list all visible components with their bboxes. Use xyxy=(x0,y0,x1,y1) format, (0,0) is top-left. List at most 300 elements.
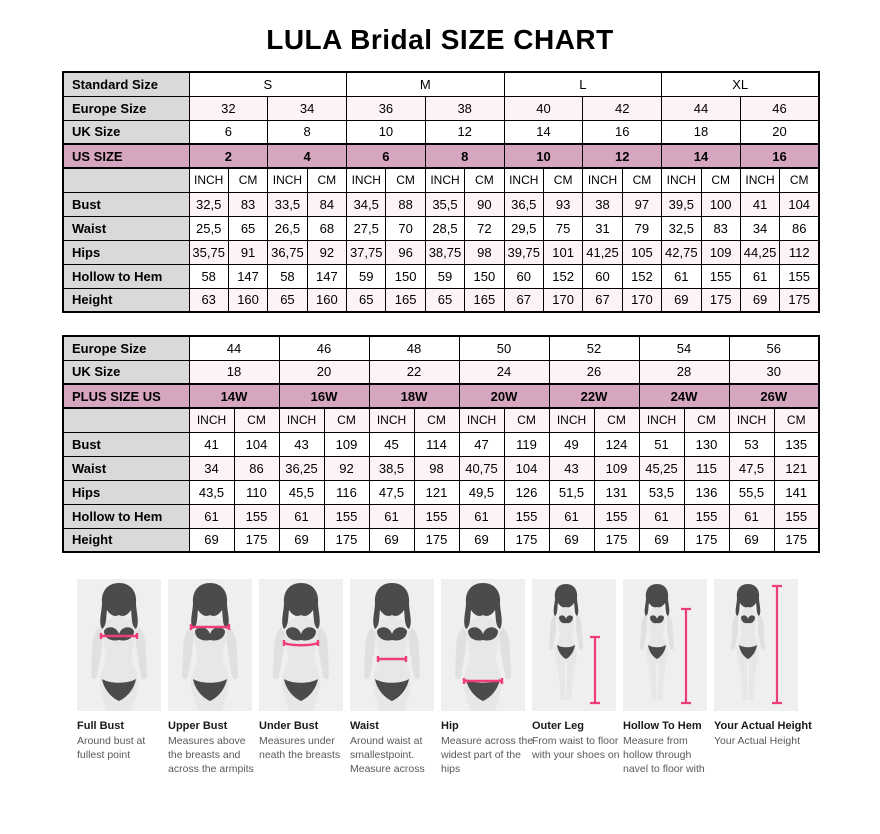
row-label: US SIZE xyxy=(63,144,189,168)
figure-title: Hollow To Hem xyxy=(623,720,702,732)
value-cell: 92 xyxy=(324,456,369,480)
value-cell: 33,5 xyxy=(268,192,307,216)
value-cell: 155 xyxy=(701,264,740,288)
value-cell: 68 xyxy=(307,216,346,240)
value-cell: 69 xyxy=(639,528,684,552)
value-cell: 61 xyxy=(729,504,774,528)
value-cell: 150 xyxy=(465,264,504,288)
outer-leg-illustration-icon xyxy=(532,579,616,711)
value-cell: 96 xyxy=(386,240,425,264)
europe-size-cell: 52 xyxy=(549,336,639,360)
value-cell: 51,5 xyxy=(549,480,594,504)
value-cell: 60 xyxy=(504,264,543,288)
value-cell: 69 xyxy=(369,528,414,552)
figure-full-bust xyxy=(77,579,161,777)
measurement-row xyxy=(63,456,819,480)
row-label: PLUS SIZE US xyxy=(63,384,189,408)
figure-upper-bust xyxy=(168,579,252,777)
value-cell: 130 xyxy=(684,432,729,456)
plus-size-us-cell: 16W xyxy=(279,384,369,408)
figure-title: Hip xyxy=(441,720,459,732)
value-cell: 104 xyxy=(234,432,279,456)
value-cell: 155 xyxy=(774,504,819,528)
europe-size-cell: 46 xyxy=(740,96,819,120)
unit-cm-header: CM xyxy=(234,408,279,432)
value-cell: 98 xyxy=(465,240,504,264)
waist-illustration-icon xyxy=(350,579,434,711)
value-cell: 61 xyxy=(740,264,779,288)
us-size-cell: 2 xyxy=(189,144,268,168)
value-cell: 93 xyxy=(543,192,582,216)
value-cell: 47,5 xyxy=(729,456,774,480)
value-cell: 36,75 xyxy=(268,240,307,264)
unit-cm-header: CM xyxy=(228,168,267,192)
uk-size-cell: 22 xyxy=(369,360,459,384)
value-cell: 38 xyxy=(583,192,622,216)
us-size-cell: 8 xyxy=(425,144,504,168)
standard-size-table xyxy=(62,71,820,313)
value-cell: 175 xyxy=(774,528,819,552)
europe-size-cell: 54 xyxy=(639,336,729,360)
value-cell: 31 xyxy=(583,216,622,240)
value-cell: 84 xyxy=(307,192,346,216)
value-cell: 91 xyxy=(228,240,267,264)
unit-cm-header: CM xyxy=(684,408,729,432)
measurement-guide xyxy=(77,579,880,777)
unit-inch-header: INCH xyxy=(279,408,324,432)
europe-size-row xyxy=(63,96,819,120)
unit-cm-header: CM xyxy=(414,408,459,432)
uk-size-row xyxy=(63,120,819,144)
unit-cm-header: CM xyxy=(780,168,819,192)
plus-size-us-cell: 22W xyxy=(549,384,639,408)
value-cell: 69 xyxy=(459,528,504,552)
value-cell: 45,25 xyxy=(639,456,684,480)
units-row xyxy=(63,168,819,192)
unit-inch-header: INCH xyxy=(583,168,622,192)
under-bust-illustration-icon xyxy=(259,579,343,711)
value-cell: 70 xyxy=(386,216,425,240)
europe-size-cell: 48 xyxy=(369,336,459,360)
value-cell: 27,5 xyxy=(347,216,386,240)
value-cell: 101 xyxy=(543,240,582,264)
unit-inch-header: INCH xyxy=(639,408,684,432)
value-cell: 121 xyxy=(774,456,819,480)
europe-size-cell: 38 xyxy=(425,96,504,120)
value-cell: 86 xyxy=(234,456,279,480)
figure-caption: Measures under neath the breasts xyxy=(259,735,341,761)
unit-cm-header: CM xyxy=(465,168,504,192)
value-cell: 51 xyxy=(639,432,684,456)
plus-size-us-cell: 14W xyxy=(189,384,279,408)
value-cell: 61 xyxy=(279,504,324,528)
value-cell: 88 xyxy=(386,192,425,216)
standard-size-cell: L xyxy=(504,72,662,96)
value-cell: 109 xyxy=(324,432,369,456)
figure-hollow-to-hem xyxy=(623,579,707,777)
unit-inch-header: INCH xyxy=(189,408,234,432)
value-cell: 116 xyxy=(324,480,369,504)
unit-cm-header: CM xyxy=(504,408,549,432)
figure-under-bust xyxy=(259,579,343,777)
figure-hip xyxy=(441,579,534,777)
value-cell: 147 xyxy=(307,264,346,288)
unit-cm-header: CM xyxy=(324,408,369,432)
value-cell: 175 xyxy=(324,528,369,552)
value-cell: 155 xyxy=(234,504,279,528)
figure-caption: Measure from hollow through navel to floor with xyxy=(623,735,705,775)
measurement-row xyxy=(63,528,819,552)
plus-size-us-cell: 26W xyxy=(729,384,819,408)
value-cell: 131 xyxy=(594,480,639,504)
value-cell: 47 xyxy=(459,432,504,456)
value-cell: 170 xyxy=(622,288,661,312)
measurement-row xyxy=(63,432,819,456)
us-size-row xyxy=(63,144,819,168)
figure-caption: Around waist at smallestpoint. Measure across xyxy=(350,735,425,775)
value-cell: 39,75 xyxy=(504,240,543,264)
value-cell: 119 xyxy=(504,432,549,456)
value-cell: 175 xyxy=(594,528,639,552)
value-cell: 39,5 xyxy=(662,192,701,216)
us-size-cell: 12 xyxy=(583,144,662,168)
standard-size-cell: XL xyxy=(662,72,820,96)
uk-size-cell: 10 xyxy=(347,120,426,144)
value-cell: 45 xyxy=(369,432,414,456)
europe-size-cell: 42 xyxy=(583,96,662,120)
value-cell: 104 xyxy=(780,192,819,216)
value-cell: 43,5 xyxy=(189,480,234,504)
value-cell: 79 xyxy=(622,216,661,240)
value-cell: 115 xyxy=(684,456,729,480)
value-cell: 100 xyxy=(701,192,740,216)
value-cell: 105 xyxy=(622,240,661,264)
value-cell: 49,5 xyxy=(459,480,504,504)
hollow-to-hem-illustration-icon xyxy=(623,579,707,711)
value-cell: 59 xyxy=(347,264,386,288)
value-cell: 165 xyxy=(465,288,504,312)
plus-size-us-cell: 18W xyxy=(369,384,459,408)
value-cell: 160 xyxy=(228,288,267,312)
value-cell: 155 xyxy=(684,504,729,528)
value-cell: 69 xyxy=(740,288,779,312)
row-label: Height xyxy=(63,288,189,312)
value-cell: 109 xyxy=(701,240,740,264)
actual-height-illustration-icon xyxy=(714,579,798,711)
figure-caption: From waist to floor with your shoes on xyxy=(532,735,620,761)
unit-inch-header: INCH xyxy=(549,408,594,432)
value-cell: 124 xyxy=(594,432,639,456)
uk-size-cell: 6 xyxy=(189,120,268,144)
value-cell: 61 xyxy=(662,264,701,288)
unit-cm-header: CM xyxy=(701,168,740,192)
value-cell: 155 xyxy=(324,504,369,528)
value-cell: 165 xyxy=(386,288,425,312)
value-cell: 43 xyxy=(279,432,324,456)
uk-size-cell: 14 xyxy=(504,120,583,144)
value-cell: 63 xyxy=(189,288,228,312)
unit-cm-header: CM xyxy=(594,408,639,432)
row-label: Europe Size xyxy=(63,336,189,360)
value-cell: 53 xyxy=(729,432,774,456)
value-cell: 121 xyxy=(414,480,459,504)
value-cell: 61 xyxy=(189,504,234,528)
measurement-row xyxy=(63,504,819,528)
europe-size-row xyxy=(63,336,819,360)
value-cell: 92 xyxy=(307,240,346,264)
value-cell: 155 xyxy=(780,264,819,288)
europe-size-cell: 46 xyxy=(279,336,369,360)
figure-title: Waist xyxy=(350,720,379,732)
value-cell: 61 xyxy=(369,504,414,528)
standard-size-cell: M xyxy=(347,72,505,96)
value-cell: 41,25 xyxy=(583,240,622,264)
plus-size-us-cell: 20W xyxy=(459,384,549,408)
value-cell: 38,5 xyxy=(369,456,414,480)
uk-size-cell: 20 xyxy=(279,360,369,384)
value-cell: 69 xyxy=(189,528,234,552)
unit-cm-header: CM xyxy=(307,168,346,192)
full-bust-illustration-icon xyxy=(77,579,161,711)
europe-size-cell: 44 xyxy=(189,336,279,360)
row-label: Height xyxy=(63,528,189,552)
value-cell: 32,5 xyxy=(662,216,701,240)
measurement-row xyxy=(63,216,819,240)
value-cell: 141 xyxy=(774,480,819,504)
value-cell: 150 xyxy=(386,264,425,288)
value-cell: 69 xyxy=(729,528,774,552)
upper-bust-illustration-icon xyxy=(168,579,252,711)
value-cell: 58 xyxy=(189,264,228,288)
figure-caption: Around bust at fullest point xyxy=(77,735,146,761)
row-label: Europe Size xyxy=(63,96,189,120)
value-cell: 65 xyxy=(228,216,267,240)
europe-size-cell: 50 xyxy=(459,336,549,360)
uk-size-cell: 24 xyxy=(459,360,549,384)
value-cell: 112 xyxy=(780,240,819,264)
units-row xyxy=(63,408,819,432)
unit-inch-header: INCH xyxy=(729,408,774,432)
unit-inch-header: INCH xyxy=(189,168,228,192)
value-cell: 175 xyxy=(414,528,459,552)
value-cell: 126 xyxy=(504,480,549,504)
value-cell: 61 xyxy=(639,504,684,528)
row-label: UK Size xyxy=(63,120,189,144)
unit-cm-header: CM xyxy=(386,168,425,192)
value-cell: 37,75 xyxy=(347,240,386,264)
measurement-row xyxy=(63,264,819,288)
value-cell: 45,5 xyxy=(279,480,324,504)
value-cell: 34 xyxy=(189,456,234,480)
uk-size-cell: 30 xyxy=(729,360,819,384)
value-cell: 41 xyxy=(740,192,779,216)
value-cell: 155 xyxy=(414,504,459,528)
value-cell: 69 xyxy=(549,528,594,552)
us-size-cell: 16 xyxy=(740,144,819,168)
unit-inch-header: INCH xyxy=(347,168,386,192)
value-cell: 29,5 xyxy=(504,216,543,240)
us-size-cell: 6 xyxy=(347,144,426,168)
plus-size-us-row xyxy=(63,384,819,408)
row-label: Bust xyxy=(63,192,189,216)
us-size-cell: 14 xyxy=(662,144,741,168)
value-cell: 36,5 xyxy=(504,192,543,216)
europe-size-cell: 36 xyxy=(347,96,426,120)
value-cell: 155 xyxy=(594,504,639,528)
figure-waist xyxy=(350,579,434,777)
figure-title: Under Bust xyxy=(259,720,319,732)
europe-size-cell: 44 xyxy=(662,96,741,120)
value-cell: 109 xyxy=(594,456,639,480)
europe-size-cell: 32 xyxy=(189,96,268,120)
value-cell: 25,5 xyxy=(189,216,228,240)
unit-inch-header: INCH xyxy=(369,408,414,432)
value-cell: 135 xyxy=(774,432,819,456)
value-cell: 55,5 xyxy=(729,480,774,504)
unit-inch-header: INCH xyxy=(504,168,543,192)
uk-size-cell: 26 xyxy=(549,360,639,384)
value-cell: 152 xyxy=(543,264,582,288)
value-cell: 59 xyxy=(425,264,464,288)
unit-cm-header: CM xyxy=(774,408,819,432)
value-cell: 34,5 xyxy=(347,192,386,216)
value-cell: 38,75 xyxy=(425,240,464,264)
europe-size-cell: 40 xyxy=(504,96,583,120)
value-cell: 114 xyxy=(414,432,459,456)
unit-inch-header: INCH xyxy=(459,408,504,432)
row-label: Hips xyxy=(63,480,189,504)
value-cell: 75 xyxy=(543,216,582,240)
value-cell: 90 xyxy=(465,192,504,216)
value-cell: 67 xyxy=(504,288,543,312)
value-cell: 35,75 xyxy=(189,240,228,264)
value-cell: 35,5 xyxy=(425,192,464,216)
value-cell: 43 xyxy=(549,456,594,480)
measurement-row xyxy=(63,192,819,216)
figure-title: Full Bust xyxy=(77,720,125,732)
row-label: Bust xyxy=(63,432,189,456)
value-cell: 175 xyxy=(780,288,819,312)
row-label: Hips xyxy=(63,240,189,264)
unit-inch-header: INCH xyxy=(662,168,701,192)
value-cell: 86 xyxy=(780,216,819,240)
value-cell: 83 xyxy=(228,192,267,216)
value-cell: 40,75 xyxy=(459,456,504,480)
uk-size-cell: 28 xyxy=(639,360,729,384)
value-cell: 36,25 xyxy=(279,456,324,480)
value-cell: 41 xyxy=(189,432,234,456)
value-cell: 65 xyxy=(268,288,307,312)
units-row-spacer xyxy=(63,408,189,432)
page-title: LULA Bridal SIZE CHART xyxy=(266,24,614,55)
value-cell: 97 xyxy=(622,192,661,216)
value-cell: 53,5 xyxy=(639,480,684,504)
value-cell: 83 xyxy=(701,216,740,240)
us-size-cell: 10 xyxy=(504,144,583,168)
value-cell: 98 xyxy=(414,456,459,480)
value-cell: 58 xyxy=(268,264,307,288)
figure-title: Outer Leg xyxy=(532,720,584,732)
figure-caption: Measure across the widest part of the hips xyxy=(441,735,534,775)
units-row-spacer xyxy=(63,168,189,192)
europe-size-cell: 56 xyxy=(729,336,819,360)
value-cell: 28,5 xyxy=(425,216,464,240)
row-label: Waist xyxy=(63,216,189,240)
value-cell: 65 xyxy=(425,288,464,312)
unit-inch-header: INCH xyxy=(268,168,307,192)
value-cell: 34 xyxy=(740,216,779,240)
value-cell: 44,25 xyxy=(740,240,779,264)
value-cell: 61 xyxy=(459,504,504,528)
value-cell: 42,75 xyxy=(662,240,701,264)
uk-size-cell: 16 xyxy=(583,120,662,144)
measurement-row xyxy=(63,288,819,312)
value-cell: 26,5 xyxy=(268,216,307,240)
row-label: Hollow to Hem xyxy=(63,264,189,288)
measurement-row xyxy=(63,240,819,264)
hip-illustration-icon xyxy=(441,579,525,711)
value-cell: 72 xyxy=(465,216,504,240)
row-label: Waist xyxy=(63,456,189,480)
plus-size-us-cell: 24W xyxy=(639,384,729,408)
figure-title: Upper Bust xyxy=(168,720,228,732)
row-label: Hollow to Hem xyxy=(63,504,189,528)
unit-inch-header: INCH xyxy=(425,168,464,192)
uk-size-cell: 18 xyxy=(189,360,279,384)
unit-inch-header: INCH xyxy=(740,168,779,192)
value-cell: 152 xyxy=(622,264,661,288)
value-cell: 47,5 xyxy=(369,480,414,504)
uk-size-cell: 8 xyxy=(268,120,347,144)
uk-size-row xyxy=(63,360,819,384)
figure-actual-height xyxy=(714,579,812,777)
value-cell: 175 xyxy=(504,528,549,552)
value-cell: 160 xyxy=(307,288,346,312)
value-cell: 65 xyxy=(347,288,386,312)
value-cell: 69 xyxy=(279,528,324,552)
measurement-row xyxy=(63,480,819,504)
value-cell: 69 xyxy=(662,288,701,312)
unit-cm-header: CM xyxy=(622,168,661,192)
value-cell: 175 xyxy=(234,528,279,552)
value-cell: 155 xyxy=(504,504,549,528)
uk-size-cell: 12 xyxy=(425,120,504,144)
value-cell: 175 xyxy=(701,288,740,312)
uk-size-cell: 18 xyxy=(662,120,741,144)
standard-size-cell: S xyxy=(189,72,347,96)
value-cell: 49 xyxy=(549,432,594,456)
value-cell: 170 xyxy=(543,288,582,312)
value-cell: 32,5 xyxy=(189,192,228,216)
uk-size-cell: 20 xyxy=(740,120,819,144)
unit-cm-header: CM xyxy=(543,168,582,192)
value-cell: 110 xyxy=(234,480,279,504)
figure-caption: Measures above the breasts and across the armpits xyxy=(168,735,254,775)
row-label: UK Size xyxy=(63,360,189,384)
value-cell: 67 xyxy=(583,288,622,312)
plus-size-table xyxy=(62,335,820,553)
value-cell: 136 xyxy=(684,480,729,504)
us-size-cell: 4 xyxy=(268,144,347,168)
value-cell: 61 xyxy=(549,504,594,528)
value-cell: 60 xyxy=(583,264,622,288)
figure-outer-leg xyxy=(532,579,620,777)
figure-title: Your Actual Height xyxy=(714,720,812,732)
figure-caption: Your Actual Height xyxy=(714,735,801,747)
standard-size-row xyxy=(63,72,819,96)
row-label: Standard Size xyxy=(63,72,189,96)
value-cell: 175 xyxy=(684,528,729,552)
